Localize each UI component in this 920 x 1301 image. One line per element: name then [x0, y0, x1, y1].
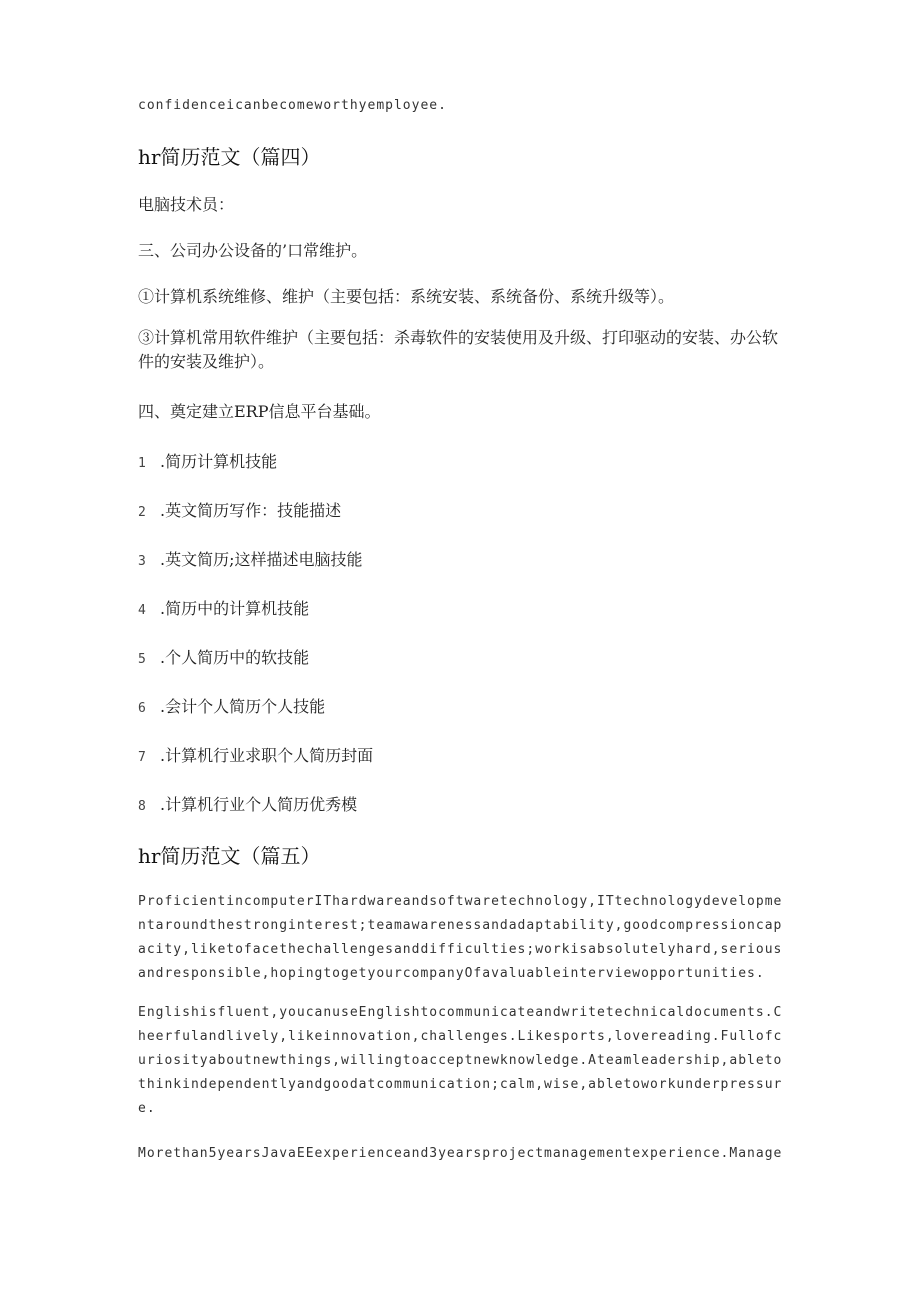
list-item: 6 .会计个人简历个人技能 — [138, 697, 326, 716]
list-item: 8 .计算机行业个人简历优秀模 — [138, 795, 358, 814]
section4-title: hr简历范文（篇四） — [138, 145, 321, 169]
section4-item3: ③计算机常用软件维护（主要包括：杀毒软件的安装使用及升级、打印驱动的安装、办公软件的安装及维护）。 — [138, 328, 779, 371]
list-item: 1 .简历计算机技能 — [138, 452, 278, 471]
section5-para1: ProficientincomputerIThardwareandsoftwaretechnology,ITtechnologydevelopmentaroundthestronginterest;teamawarenessandadaptability,goodcompressioncapacity,liketofacethechallengesanddifficulties;workisabsolutelyhard,seriousandresponsible,hopingtogetyourcompanyOfavaluableinterviewopportunities. — [138, 894, 783, 981]
section5-para2: Englishisfluent,youcanuseEnglishtocommunicateandwritetechnicaldocuments.Cheerfulandlively,likeinnovation,challenges.Likesports,lovereading.Fullofcuriosityaboutnewthings,willingtoacceptnewknowledge.Ateamleadership,abletothinkindependentlyandgoodatcommunication;calm,wise,abletoworkunderpressure. — [138, 1005, 783, 1116]
intro-line: confidenceicanbecomeworthyemployee. — [138, 98, 447, 113]
section5-title: hr简历范文（篇五） — [138, 844, 321, 868]
section4-line4: 四、奠定建立ERP信息平台基础。 — [138, 402, 381, 421]
section4-item1: ①计算机系统维修、维护（主要包括：系统安装、系统备份、系统升级等）。 — [138, 287, 675, 306]
list-item: 4 .简历中的计算机技能 — [138, 599, 310, 618]
list-item: 7 .计算机行业求职个人简历封面 — [138, 746, 374, 765]
list-item: 3 .英文简历;这样描述电脑技能 — [138, 550, 363, 569]
section5-para3: Morethan5yearsJavaEEexperienceand3yearsprojectmanagementexperience.Manage — [138, 1146, 783, 1161]
section4-role: 电脑技术员： — [138, 195, 235, 214]
list-item: 5 .个人简历中的软技能 — [138, 648, 310, 667]
section4-line3: 三、公司办公设备的’口常维护。 — [138, 241, 368, 260]
list-item: 2 .英文简历写作：技能描述 — [138, 501, 342, 520]
